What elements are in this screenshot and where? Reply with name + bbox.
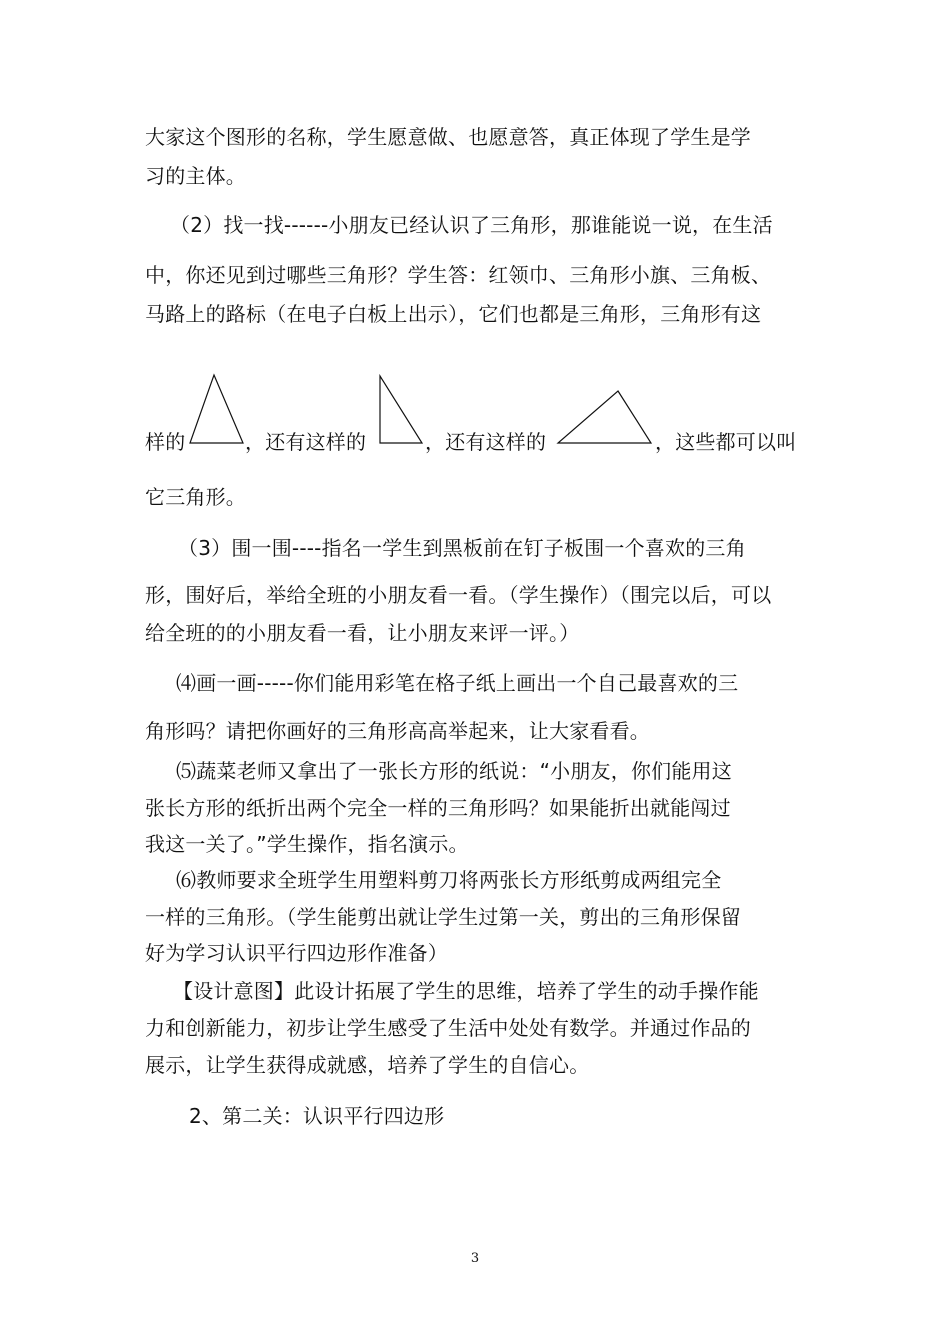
- right-triangle-figure: [377, 373, 425, 446]
- text-segment: ，这些都可以叫: [655, 430, 797, 454]
- text-line: 【设计意图】此设计拓展了学生的思维，培养了学生的动手操作能: [173, 979, 759, 1003]
- obtuse-triangle-figure: [556, 388, 654, 446]
- text-line: 给全班的的小朋友看一看，让小朋友来评一评。）: [145, 621, 580, 645]
- text-line: 一样的三角形。（学生能剪出就让学生过第一关，剪出的三角形保留: [145, 905, 741, 929]
- text-line: （2）找一找------小朋友已经认识了三角形，那谁能说一说，在生活: [170, 213, 773, 237]
- acute-triangle-figure: [188, 372, 246, 446]
- text-line: 大家这个图形的名称，学生愿意做、也愿意答，真正体现了学生是学: [145, 125, 751, 149]
- text-line: 形，围好后，举给全班的小朋友看一看。（学生操作）（围完以后，可以: [145, 583, 772, 607]
- text-line: 我这一关了。”学生操作，指名演示。: [145, 832, 469, 856]
- text-line: 中，你还见到过哪些三角形？学生答：红领巾、三角形小旗、三角板、: [145, 263, 772, 287]
- text-line: ⑸蔬菜老师又拿出了一张长方形的纸说：“小朋友，你们能用这: [176, 759, 732, 783]
- text-line: 张长方形的纸折出两个完全一样的三角形吗？如果能折出就能闯过: [145, 796, 731, 820]
- text-line: 它三角形。: [145, 485, 246, 509]
- text-segment: ，还有这样的: [245, 430, 367, 454]
- text-line: 力和创新能力，初步让学生感受了生活中处处有数学。并通过作品的: [145, 1016, 751, 1040]
- text-line: 角形吗？请把你画好的三角形高高举起来，让大家看看。: [145, 719, 650, 743]
- text-line: ⑷画一画-----你们能用彩笔在格子纸上画出一个自己最喜欢的三: [176, 671, 739, 695]
- text-line: 习的主体。: [145, 164, 246, 188]
- text-line: ⑹教师要求全班学生用塑料剪刀将两张长方形纸剪成两组完全: [176, 868, 722, 892]
- section-heading: 2、第二关：认识平行四边形: [189, 1104, 445, 1128]
- text-line: 展示，让学生获得成就感，培养了学生的自信心。: [145, 1053, 590, 1077]
- text-segment: ，还有这样的: [425, 430, 547, 454]
- text-segment: 样的: [145, 430, 186, 454]
- page-number: 3: [470, 1251, 480, 1266]
- text-line: 马路上的路标（在电子白板上出示），它们也都是三角形，三角形有这: [145, 302, 762, 326]
- text-line: （3）围一围----指名一学生到黑板前在钉子板围一个喜欢的三角: [178, 536, 746, 560]
- text-line: 好为学习认识平行四边形作准备）: [145, 941, 448, 965]
